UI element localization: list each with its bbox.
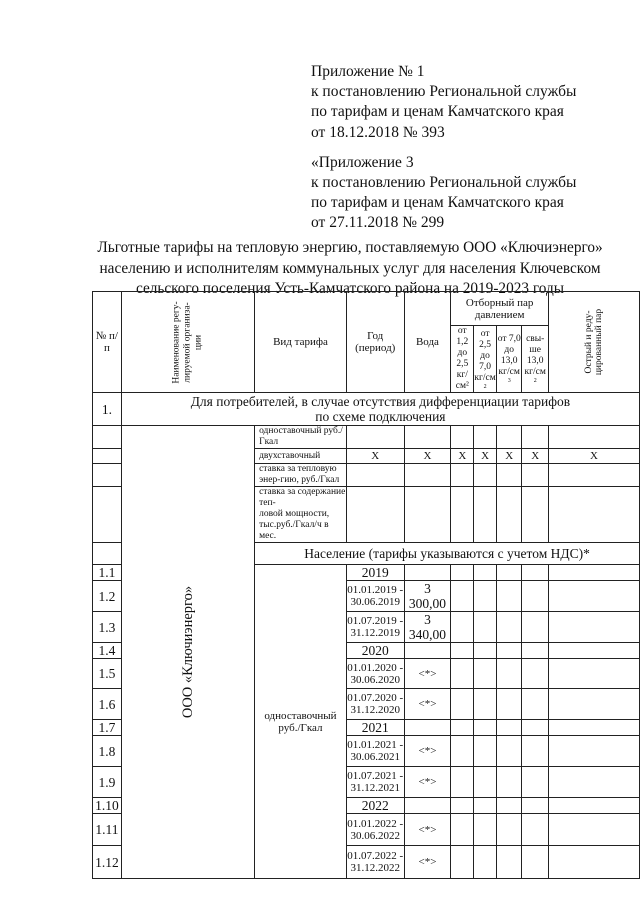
row-num: 1.4	[93, 643, 122, 659]
row-value	[404, 565, 451, 581]
table-cell	[451, 565, 474, 581]
table-cell	[497, 426, 522, 449]
table-cell	[522, 612, 548, 643]
x-mark: X	[548, 449, 639, 464]
table-cell	[522, 846, 548, 879]
tariff-table	[92, 291, 640, 879]
row-num: 1.11	[93, 814, 122, 846]
table-cell	[404, 426, 451, 449]
table-cell	[474, 846, 497, 879]
table-cell	[451, 426, 474, 449]
row-value	[404, 798, 451, 814]
table-cell	[522, 659, 548, 689]
table-cell	[548, 736, 639, 767]
table-cell	[548, 565, 639, 581]
table-cell	[474, 464, 497, 487]
header-type: Вид тарифа	[255, 292, 347, 393]
row-year: 2019	[346, 565, 404, 581]
table-cell	[451, 798, 474, 814]
table-cell	[522, 720, 548, 736]
table-cell	[522, 565, 548, 581]
table-cell	[451, 487, 474, 543]
row-num: 1.7	[93, 720, 122, 736]
table-cell	[451, 736, 474, 767]
table-cell	[474, 720, 497, 736]
org-name: ООО «Ключиэнерго»	[179, 585, 196, 719]
table-cell	[93, 464, 122, 487]
table-cell	[522, 798, 548, 814]
table-cell	[93, 426, 122, 449]
table-cell	[497, 487, 522, 543]
row-year: 2020	[346, 643, 404, 659]
row-period: 01.07.2020 - 31.12.2020	[346, 689, 404, 720]
row-heat-rate: ставка за тепловую энер-гию, руб./Гкал	[255, 464, 347, 487]
table-cell	[497, 464, 522, 487]
header-water: Вода	[404, 292, 451, 393]
row-num: 1.12	[93, 846, 122, 879]
title-line: населению и исполнителям коммунальных услуг для населения Ключевском	[99, 259, 601, 277]
row-value: <*>	[404, 846, 451, 879]
table-cell	[346, 487, 404, 543]
row-value: 3 300,00	[404, 581, 451, 612]
table-cell	[548, 659, 639, 689]
table-cell	[548, 846, 639, 879]
table-cell	[522, 464, 548, 487]
table-cell	[451, 720, 474, 736]
population-type: одноставочный руб./Гкал	[255, 565, 347, 879]
x-mark: X	[451, 449, 474, 464]
table-cell	[346, 426, 404, 449]
table-cell	[548, 643, 639, 659]
population-title: Население (тарифы указываются с учетом НДС)*	[255, 543, 640, 565]
header-org: Наименование регу-лируемой организа-ции	[121, 292, 254, 393]
row-value: <*>	[404, 689, 451, 720]
table-cell	[451, 581, 474, 612]
table-cell	[451, 814, 474, 846]
appendix-line: к постановлению Региональной службы	[311, 83, 577, 101]
appendix-line: по тарифам и ценам Камчатского края	[311, 103, 564, 121]
header-num: № п/п	[93, 292, 122, 393]
row-period: 01.07.2022 - 31.12.2022	[346, 846, 404, 879]
header-p1: от 1,2 до 2,5 кг/см²	[451, 326, 474, 393]
table-cell	[497, 736, 522, 767]
table-cell	[522, 643, 548, 659]
table-cell	[474, 814, 497, 846]
table-cell	[93, 487, 122, 543]
table-cell	[474, 659, 497, 689]
row-num: 1.8	[93, 736, 122, 767]
table-cell	[474, 798, 497, 814]
row-num: 1.3	[93, 612, 122, 643]
row-period: 01.01.2020 - 30.06.2020	[346, 659, 404, 689]
appendix-line: от 18.12.2018 № 393	[311, 123, 445, 141]
table-cell	[497, 798, 522, 814]
table-cell	[474, 426, 497, 449]
org-name-cell	[121, 426, 254, 879]
x-mark: X	[404, 449, 451, 464]
table-cell	[497, 689, 522, 720]
row-num: 1.5	[93, 659, 122, 689]
row-value: <*>	[404, 659, 451, 689]
table-cell	[451, 612, 474, 643]
table-cell	[522, 689, 548, 720]
row-year: 2022	[346, 798, 404, 814]
appendix-line: «Приложение 3	[311, 153, 414, 171]
section-num: 1.	[93, 393, 122, 426]
x-mark: X	[474, 449, 497, 464]
row-one-rate: одноставочный руб./Гкал	[255, 426, 347, 449]
x-mark: X	[522, 449, 548, 464]
table-cell	[548, 767, 639, 798]
table-cell	[93, 449, 122, 464]
x-mark: X	[346, 449, 404, 464]
table-cell	[474, 612, 497, 643]
table-cell	[548, 426, 639, 449]
title-line: сельского поселения Усть-Камчатского района на 2019-2023 годы	[135, 280, 565, 297]
table-cell	[548, 689, 639, 720]
table-cell	[497, 767, 522, 798]
row-num: 1.1	[93, 565, 122, 581]
table-cell	[522, 814, 548, 846]
table-cell	[522, 487, 548, 543]
row-two-rate: двухставочный	[255, 449, 347, 464]
table-cell	[451, 846, 474, 879]
header-steam: Отборный пар давлением	[451, 292, 549, 326]
appendix-line: Приложение № 1	[311, 63, 425, 80]
table-cell	[474, 736, 497, 767]
table-cell	[497, 612, 522, 643]
header-p3: от 7,0 до 13,0 кг/см 3	[497, 326, 522, 393]
table-cell	[451, 464, 474, 487]
table-cell	[474, 767, 497, 798]
row-period: 01.01.2019 - 30.06.2019	[346, 581, 404, 612]
table-cell	[548, 814, 639, 846]
table-cell	[404, 464, 451, 487]
row-period: 01.01.2021 - 30.06.2021	[346, 736, 404, 767]
table-cell	[404, 487, 451, 543]
row-capacity-rate: ставка за содержание теп- ловой мощности, тыс.руб./Гкал/ч в мес.	[255, 487, 347, 543]
header-year: Год (период)	[346, 292, 404, 393]
table-cell	[497, 720, 522, 736]
row-num: 1.9	[93, 767, 122, 798]
header-p4: свы- ше 13,0 кг/см 2	[522, 326, 548, 393]
table-cell	[522, 767, 548, 798]
table-cell	[548, 464, 639, 487]
row-period: 01.01.2022 - 30.06.2022	[346, 814, 404, 846]
table-cell	[548, 581, 639, 612]
appendix-line: к постановлению Региональной службы	[311, 174, 577, 192]
table-cell	[451, 767, 474, 798]
table-cell	[497, 581, 522, 612]
table-cell	[497, 659, 522, 689]
row-value: <*>	[404, 767, 451, 798]
row-value	[404, 720, 451, 736]
table-cell	[548, 487, 639, 543]
table-cell	[451, 689, 474, 720]
table-cell	[497, 814, 522, 846]
table-cell	[451, 659, 474, 689]
row-num: 1.10	[93, 798, 122, 814]
title-line: Льготные тарифы на тепловую энергию, поставляемую ООО «Ключиэнерго»	[97, 239, 603, 256]
table-cell	[522, 581, 548, 612]
table-cell	[474, 689, 497, 720]
appendix-line: по тарифам и ценам Камчатского края	[311, 194, 564, 212]
x-mark: X	[497, 449, 522, 464]
appendix-header	[311, 62, 576, 234]
table-cell	[474, 643, 497, 659]
row-num: 1.6	[93, 689, 122, 720]
table-cell	[346, 464, 404, 487]
row-value: 3 340,00	[404, 612, 451, 643]
header-sharp: Острый и реду-цированный пар	[548, 292, 639, 393]
row-year: 2021	[346, 720, 404, 736]
section-title: Для потребителей, в случае отсутствия дифференциации тарифов по схеме подключения	[121, 393, 639, 426]
row-num: 1.2	[93, 581, 122, 612]
table-cell	[548, 798, 639, 814]
table-cell	[474, 565, 497, 581]
table-cell	[497, 846, 522, 879]
table-cell	[497, 643, 522, 659]
table-cell	[548, 612, 639, 643]
table-cell	[548, 720, 639, 736]
row-value	[404, 643, 451, 659]
row-period: 01.07.2019 - 31.12.2019	[346, 612, 404, 643]
appendix-line: от 27.11.2018 № 299	[311, 214, 445, 232]
table-cell	[451, 643, 474, 659]
row-value: <*>	[404, 736, 451, 767]
table-cell	[474, 487, 497, 543]
row-value: <*>	[404, 814, 451, 846]
row-period: 01.07.2021 - 31.12.2021	[346, 767, 404, 798]
header-p2: от 2,5 до 7,0 кг/см 2	[474, 326, 497, 393]
table-cell	[522, 426, 548, 449]
table-cell	[474, 581, 497, 612]
table-cell	[497, 565, 522, 581]
table-cell	[522, 736, 548, 767]
table-cell	[93, 543, 122, 565]
